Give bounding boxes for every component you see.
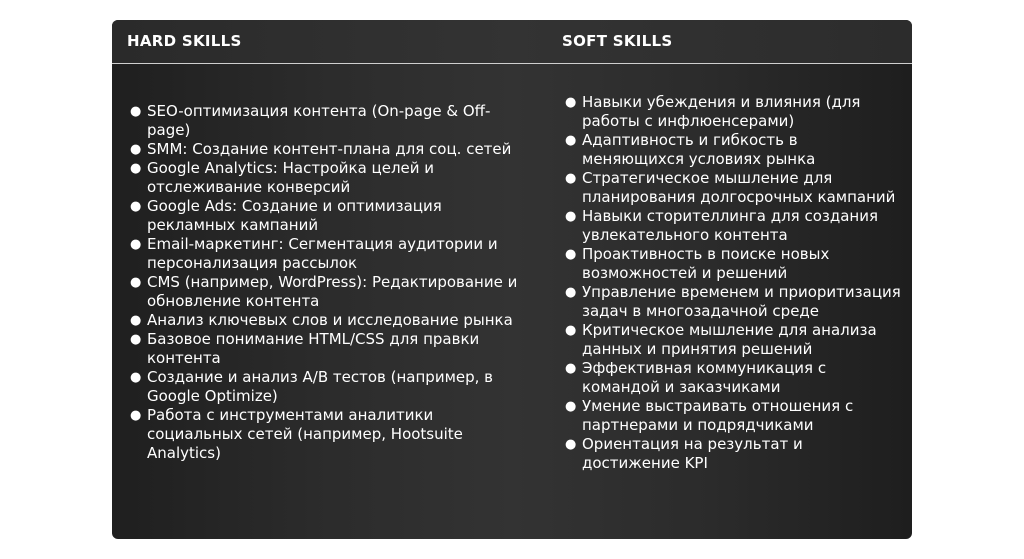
hard-skill-text: Базовое понимание HTML/CSS для правки контента	[147, 330, 480, 367]
bullet-icon: ●	[565, 171, 577, 186]
soft-skill-text: Навыки убеждения и влияния (для работы с инфлюенсерами)	[582, 93, 861, 130]
hard-skill-text: SMM: Создание контент-плана для соц. сетей	[147, 140, 512, 158]
hard-skill-text: Работа с инструментами аналитики социальных сетей (например, Hootsuite Analytics)	[147, 406, 463, 462]
bullet-icon: ●	[130, 237, 142, 252]
bullet-icon: ●	[130, 161, 142, 176]
bullet-icon: ●	[565, 437, 577, 452]
bullet-icon: ●	[130, 408, 142, 423]
bullet-icon: ●	[130, 199, 142, 214]
list-item	[127, 311, 532, 330]
soft-skill-text: Адаптивность и гибкость в меняющихся условиях рынка	[582, 131, 816, 168]
list-item	[562, 435, 904, 473]
list-item	[562, 93, 904, 131]
soft-skill-text: Умение выстраивать отношения с партнерами и подрядчиками	[582, 397, 854, 434]
list-item	[562, 359, 904, 397]
skills-table	[112, 20, 912, 539]
list-item	[127, 273, 532, 311]
list-item	[562, 131, 904, 169]
list-item	[127, 197, 532, 235]
list-item	[562, 321, 904, 359]
hard-skill-text: Анализ ключевых слов и исследование рынка	[147, 311, 513, 329]
list-item	[562, 283, 904, 321]
bullet-icon: ●	[565, 95, 577, 110]
hard-skill-text: Google Ads: Создание и оптимизация рекламных кампаний	[147, 197, 442, 234]
bullet-icon: ●	[130, 142, 142, 157]
hard-skill-text: Создание и анализ A/B тестов (например, в Google Optimize)	[147, 368, 494, 405]
hard-skills-list	[127, 102, 532, 463]
soft-skill-text: Критическое мышление для анализа данных и принятия решений	[582, 321, 877, 358]
list-item	[127, 235, 532, 273]
bullet-icon: ●	[130, 370, 142, 385]
soft-skills-heading: SOFT SKILLS	[562, 32, 673, 50]
soft-skill-text: Ориентация на результат и достижение KPI	[582, 435, 803, 472]
soft-skill-text: Эффективная коммуникация с командой и заказчиками	[582, 359, 827, 396]
list-item	[562, 169, 904, 207]
table-header	[112, 20, 912, 64]
list-item	[127, 159, 532, 197]
list-item	[127, 368, 532, 406]
bullet-icon: ●	[565, 247, 577, 262]
soft-skill-text: Проактивность в поиске новых возможностей и решений	[582, 245, 830, 282]
list-item	[127, 102, 532, 140]
soft-skill-text: Навыки сторителлинга для создания увлекательного контента	[582, 207, 878, 244]
soft-skill-text: Стратегическое мышление для планирования долгосрочных кампаний	[582, 169, 896, 206]
hard-skills-heading: HARD SKILLS	[127, 32, 242, 50]
bullet-icon: ●	[130, 275, 142, 290]
hard-skill-text: Google Analytics: Настройка целей и отслеживание конверсий	[147, 159, 435, 196]
list-item	[127, 140, 532, 159]
hard-skill-text: SEO-оптимизация контента (On-page & Off-page)	[147, 102, 491, 139]
list-item	[127, 406, 532, 463]
bullet-icon: ●	[565, 323, 577, 338]
bullet-icon: ●	[565, 399, 577, 414]
hard-skill-text: Email-маркетинг: Сегментация аудитории и персонализация рассылок	[147, 235, 498, 272]
bullet-icon: ●	[565, 361, 577, 376]
hard-skill-text: CMS (например, WordPress): Редактирование и обновление контента	[147, 273, 518, 310]
bullet-icon: ●	[565, 133, 577, 148]
list-item	[562, 207, 904, 245]
list-item	[562, 245, 904, 283]
list-item	[127, 330, 532, 368]
bullet-icon: ●	[130, 313, 142, 328]
bullet-icon: ●	[130, 104, 142, 119]
soft-skill-text: Управление временем и приоритизация задач в многозадачной среде	[582, 283, 901, 320]
bullet-icon: ●	[565, 285, 577, 300]
bullet-icon: ●	[130, 332, 142, 347]
bullet-icon: ●	[565, 209, 577, 224]
soft-skills-list	[562, 93, 904, 473]
list-item	[562, 397, 904, 435]
